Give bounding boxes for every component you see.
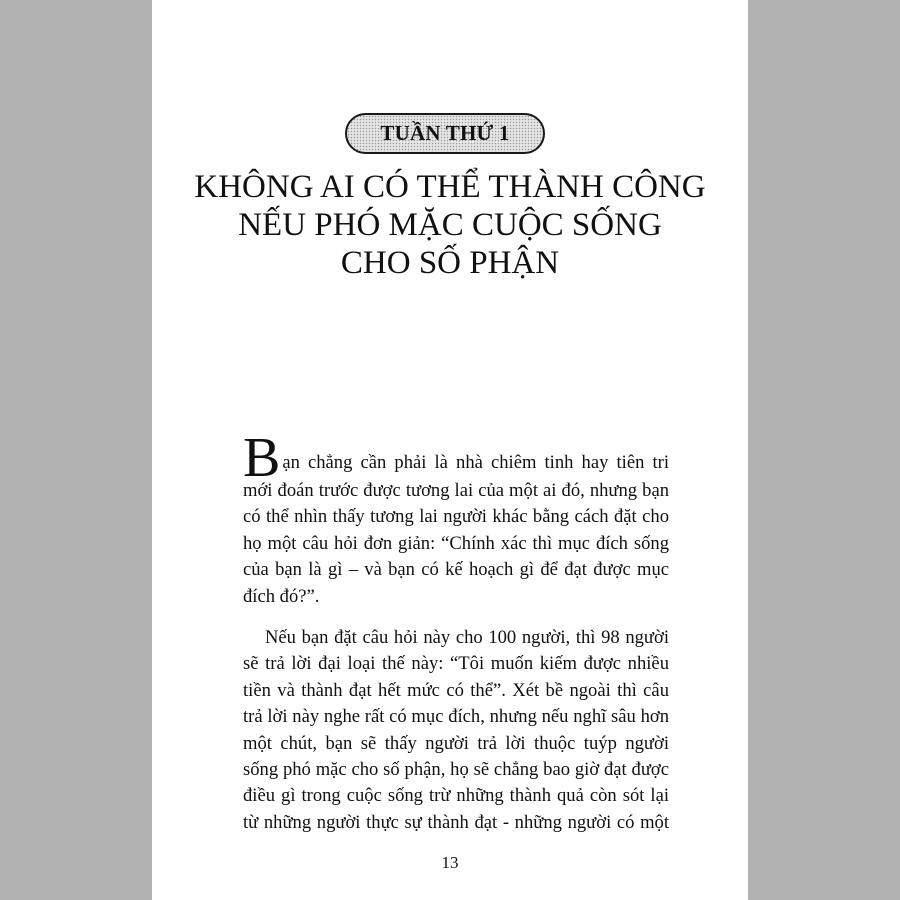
paragraph-2 bbox=[243, 625, 669, 836]
book-page bbox=[152, 0, 748, 900]
text-line: từ những người thực sự thành đạt - những người có một bbox=[243, 811, 669, 833]
text-line: đích đó?”. bbox=[243, 585, 320, 607]
chapter-badge: TUẦN THỨ 1 bbox=[345, 113, 545, 154]
text-line: của bạn là gì – và bạn có kế hoạch gì để đạt được mục bbox=[243, 559, 669, 581]
text-line: mới đoán trước được tương lai của một ai đó, nhưng bạn bbox=[243, 480, 669, 501]
chapter-title-line: NẾU PHÓ MẶC CUỘC SỐNG bbox=[238, 207, 662, 243]
paragraph-1 bbox=[243, 427, 669, 610]
text-line: có thể nhìn thấy tương lai người khác bằng cách đặt cho bbox=[243, 506, 669, 528]
text-line: một chút, bạn sẽ thấy người trả lời thuộc tuýp người bbox=[243, 732, 669, 754]
text-line: sẽ trả lời đại loại thế này: “Tôi muốn kiếm được nhiều bbox=[243, 653, 669, 675]
chapter-title-line: CHO SỐ PHẬN bbox=[340, 245, 560, 281]
page-number: 13 bbox=[441, 853, 459, 872]
text-line: họ một câu hỏi đơn giản: “Chính xác thì mục đích sống bbox=[243, 532, 669, 554]
chapter-title bbox=[152, 168, 748, 282]
text-line: ạn chẳng cần phải là nhà chiêm tinh hay tiên tri bbox=[282, 452, 669, 473]
text-line: trả lời này nghe rất có mục đích, nhưng nếu nghĩ sâu hơn bbox=[243, 706, 669, 728]
text-line: sống phó mặc cho số phận, họ sẽ chẳng bao giờ đạt được bbox=[243, 759, 669, 781]
text-line: điều gì trong cuộc sống trừ những thành quả còn sót lại bbox=[243, 785, 669, 807]
chapter-title-line: KHÔNG AI CÓ THỂ THÀNH CÔNG bbox=[194, 169, 706, 205]
body-text bbox=[243, 427, 669, 836]
drop-cap: B bbox=[243, 427, 281, 489]
text-line: tiền và thành đạt hết mức có thể”. Xét bề ngoài thì câu bbox=[243, 679, 669, 701]
text-line: Nếu bạn đặt câu hỏi này cho 100 người, thì 98 người bbox=[265, 627, 669, 649]
